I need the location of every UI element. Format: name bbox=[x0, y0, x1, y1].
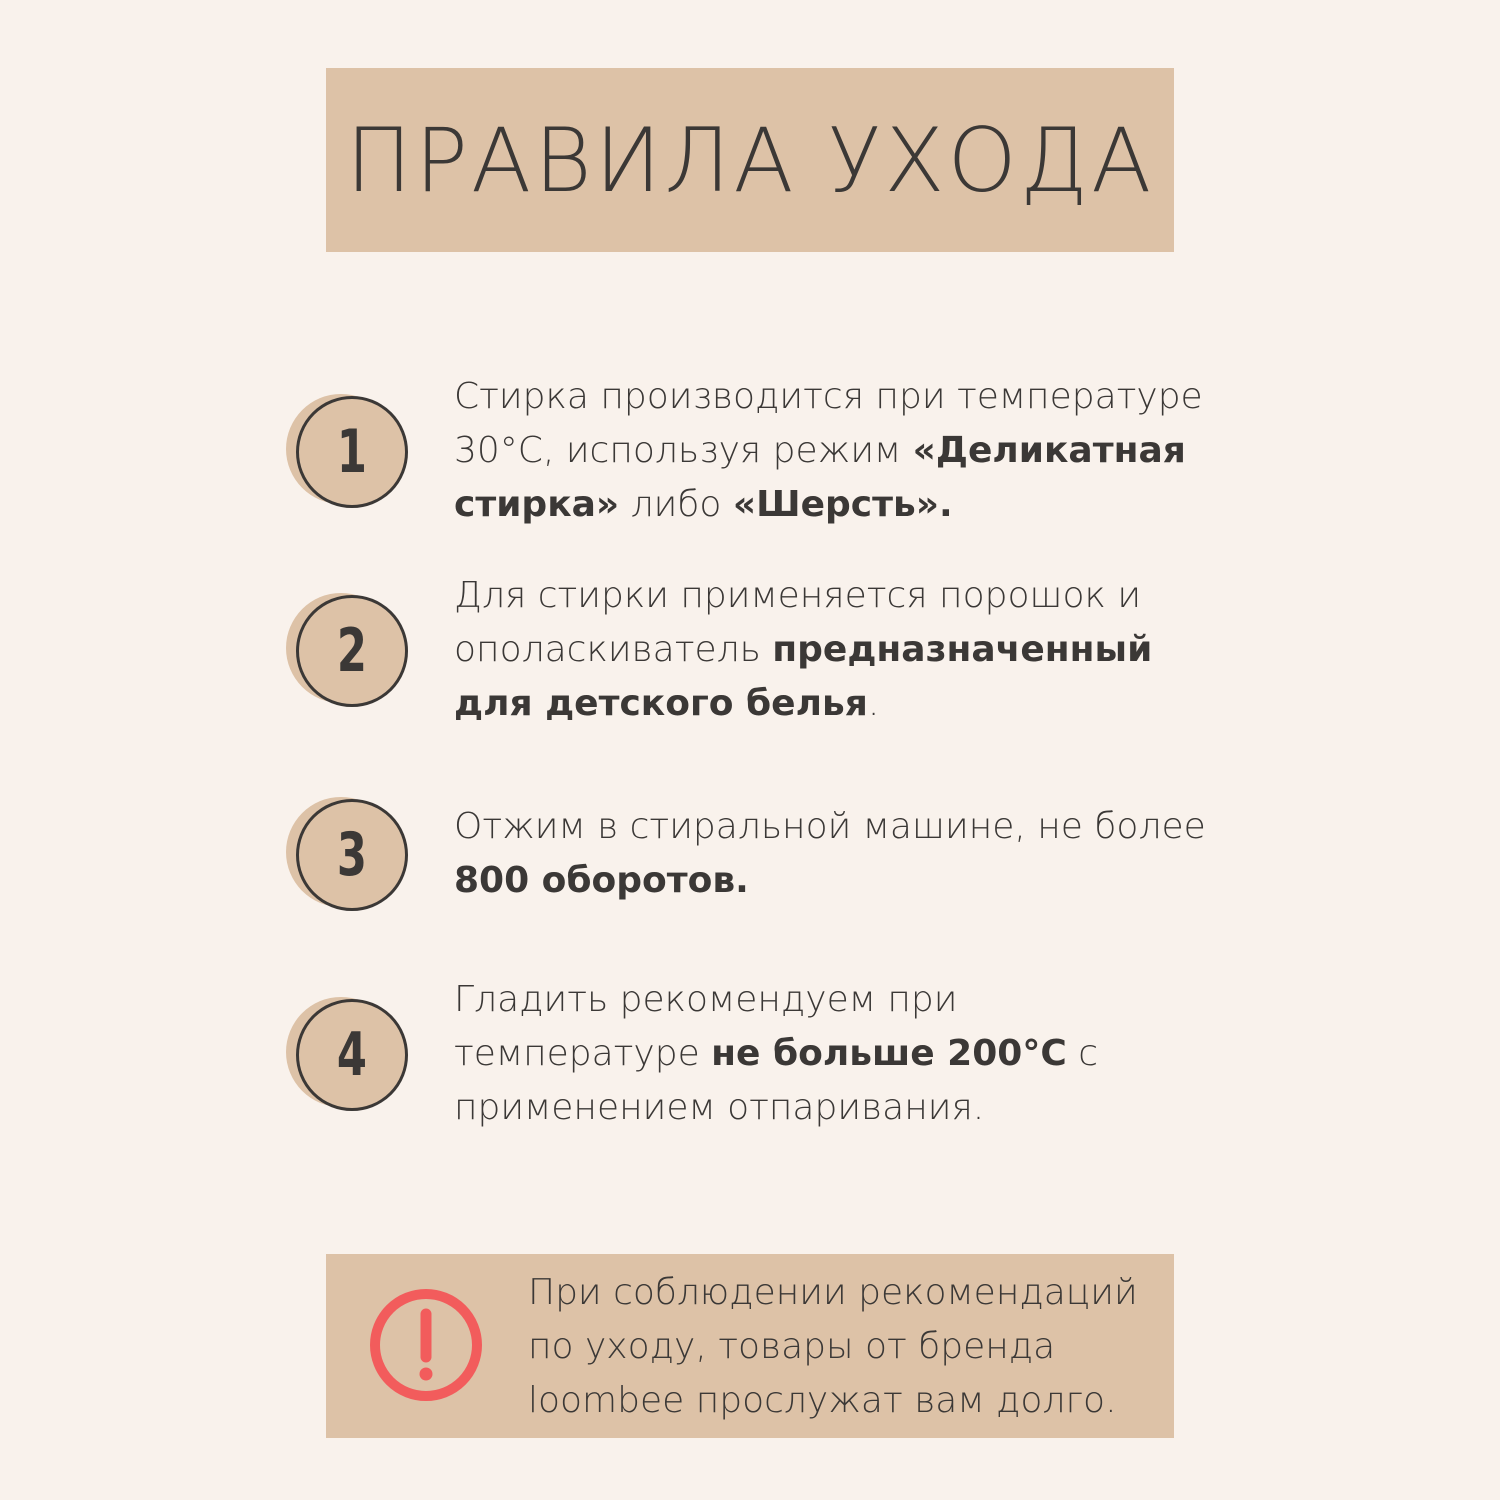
text-part-bold: 800 оборотов. bbox=[454, 860, 749, 901]
step-text bbox=[454, 973, 1214, 1135]
badge-circle bbox=[296, 799, 408, 911]
text-part-bold: предназначенный для детского белья bbox=[454, 629, 1153, 724]
page-title: ПРАВИЛА УХОДА bbox=[345, 108, 1155, 212]
step-number: 1 bbox=[336, 417, 368, 487]
text-part: Стирка производится при температуре 30°С, используя режим bbox=[454, 376, 1203, 471]
badge-circle bbox=[296, 396, 408, 508]
note-banner bbox=[326, 1254, 1174, 1438]
text-part-bold: «Деликатная стирка» bbox=[454, 430, 1186, 525]
step-number-badge bbox=[286, 997, 410, 1111]
badge-circle bbox=[296, 595, 408, 707]
text-part: . bbox=[867, 683, 880, 724]
text-part: Гладить рекомендуем при температуре bbox=[454, 979, 958, 1074]
alert-dot bbox=[420, 1368, 433, 1381]
step-number: 2 bbox=[336, 616, 368, 686]
text-part: Отжим в стиральной машине, не более bbox=[454, 806, 1206, 847]
step-text bbox=[454, 370, 1214, 532]
text-part: с применением отпаривания. bbox=[454, 1033, 1098, 1128]
step-number-badge bbox=[286, 593, 410, 707]
text-part-bold: не больше 200°С bbox=[711, 1033, 1067, 1074]
exclamation-circle-svg bbox=[369, 1288, 483, 1402]
step-text bbox=[454, 569, 1214, 731]
title-banner bbox=[326, 68, 1174, 252]
step-text bbox=[454, 800, 1214, 908]
text-part: Для стирки применяется порошок и ополаскиватель bbox=[454, 575, 1142, 670]
step-number: 4 bbox=[336, 1020, 368, 1090]
badge-circle bbox=[296, 999, 408, 1111]
step-number-badge bbox=[286, 394, 410, 508]
text-part: либо bbox=[619, 484, 733, 525]
note-text: При соблюдении рекомендаций по уходу, товары от бренда loombee прослужат вам долго. bbox=[528, 1272, 1138, 1421]
text-part-bold: «Шерсть». bbox=[732, 484, 953, 525]
step-number-badge bbox=[286, 797, 410, 911]
exclamation-circle-icon bbox=[369, 1288, 483, 1402]
step-number: 3 bbox=[336, 820, 368, 890]
